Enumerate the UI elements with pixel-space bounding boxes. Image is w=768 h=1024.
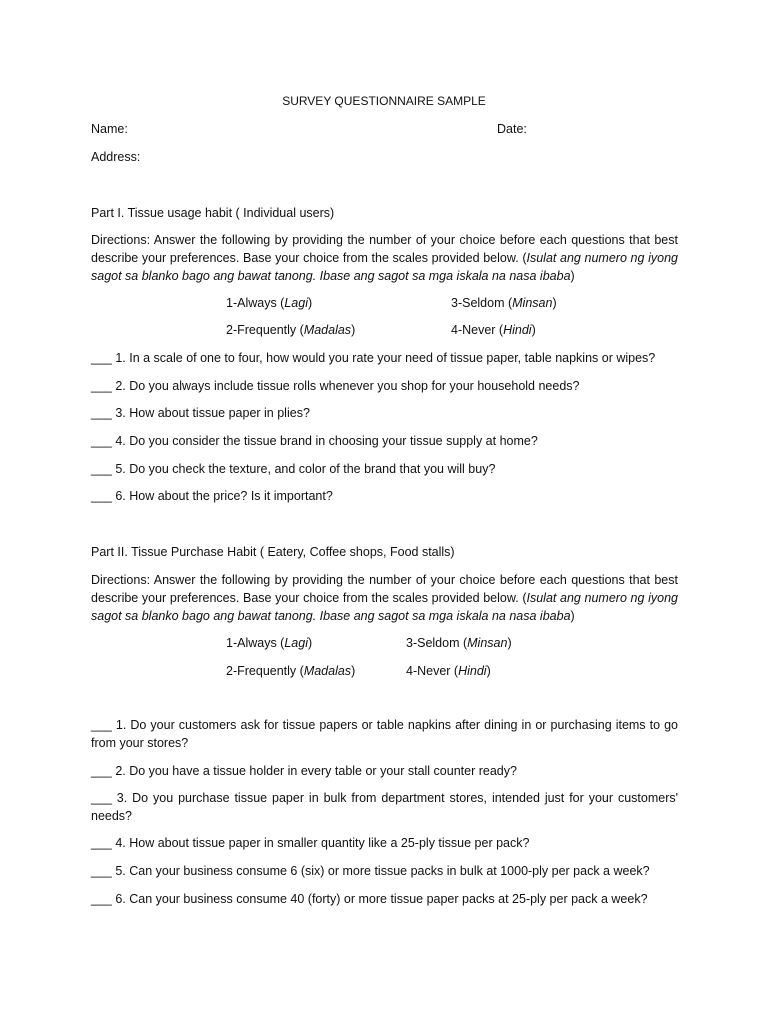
part2-directions-close: )	[570, 609, 575, 623]
scale-translation: Minsan	[512, 296, 553, 310]
part2-question-1: ___ 1. Do your customers ask for tissue papers or table napkins after dining in or purchasing items to go from your stores?	[91, 718, 678, 750]
part2-scale-never	[406, 662, 491, 680]
address-label: Address:	[91, 150, 141, 164]
part1-question-6: ___ 6. How about the price? Is it important?	[91, 489, 333, 503]
part1-question-2: ___ 2. Do you always include tissue rolls whenever you shop for your household needs?	[91, 379, 580, 393]
scale-close: )	[307, 636, 313, 650]
scale-translation: Lagi	[284, 296, 308, 310]
part2-directions-text: Answer the following by providing the number of your choice before each questions that best describe your preferences. Base your choice from the scales provided below. (	[91, 573, 678, 605]
scale-label: 2-Frequently (	[226, 323, 304, 337]
part2-scale-seldom	[406, 634, 512, 652]
part2-heading: Part II. Tissue Purchase Habit ( Eatery, Coffee shops, Food stalls)	[91, 545, 455, 559]
scale-translation: Minsan	[467, 636, 508, 650]
scale-close: )	[552, 296, 557, 310]
scale-label: 3-Seldom (	[451, 296, 513, 310]
part2-question-4: ___ 4. How about tissue paper in smaller quantity like a 25-ply tissue per pack?	[91, 836, 530, 850]
part1-directions-label: Directions:	[91, 233, 151, 247]
part2-scale-frequently	[226, 662, 355, 680]
scale-close: )	[307, 296, 313, 310]
scale-close: )	[351, 664, 356, 678]
scale-label: 4-Never (	[406, 664, 459, 678]
part2-scale-always	[226, 634, 312, 652]
name-label: Name:	[91, 122, 128, 136]
part1-question-5: ___ 5. Do you check the texture, and color of the brand that you will buy?	[91, 462, 496, 476]
part2-question-5: ___ 5. Can your business consume 6 (six) or more tissue packs in bulk at 1000-ply per pack a week?	[91, 864, 650, 878]
scale-close: )	[486, 664, 491, 678]
part1-question-4: ___ 4. Do you consider the tissue brand in choosing your tissue supply at home?	[91, 434, 538, 448]
part2-question-2: ___ 2. Do you have a tissue holder in every table or your stall counter ready?	[91, 764, 517, 778]
part1-directions-translation: Isulat ang numero ng iyong sagot sa blanko bago ang bawat tanong. Ibase ang sagot sa mga iskala na nasa ibaba	[91, 251, 678, 283]
page-title: SURVEY QUESTIONNAIRE SAMPLE	[282, 94, 486, 108]
scale-label: 1-Always (	[226, 296, 285, 310]
part1-scale-frequently	[226, 321, 355, 339]
scale-translation: Lagi	[284, 636, 308, 650]
scale-label: 4-Never (	[451, 323, 504, 337]
scale-translation: Madalas	[303, 664, 352, 678]
scale-translation: Hindi	[458, 664, 487, 678]
scale-label: 3-Seldom (	[406, 636, 468, 650]
part1-scale-seldom	[451, 294, 557, 312]
part2-question-6: ___ 6. Can your business consume 40 (forty) or more tissue paper packs at 25-ply per pack a week?	[91, 892, 648, 906]
part1-directions	[91, 231, 678, 285]
part1-question-3: ___ 3. How about tissue paper in plies?	[91, 406, 310, 420]
part2-directions-translation: Isulat ang numero ng iyong sagot sa blanko bago ang bawat tanong. Ibase ang sagot sa mga iskala na nasa ibaba	[91, 591, 678, 623]
part1-question-1: ___ 1. In a scale of one to four, how would you rate your need of tissue paper, table napkins or wipes?	[91, 351, 656, 365]
scale-close: )	[351, 323, 356, 337]
scale-label: 2-Frequently (	[226, 664, 304, 678]
part1-scale-never	[451, 321, 536, 339]
part2-directions	[91, 571, 678, 625]
part1-heading: Part I. Tissue usage habit ( Individual users)	[91, 206, 335, 220]
part2-question-3: ___ 3. Do you purchase tissue paper in bulk from department stores, intended just for your customers' needs?	[91, 791, 678, 823]
scale-translation: Madalas	[303, 323, 352, 337]
scale-label: 1-Always (	[226, 636, 285, 650]
scale-close: )	[531, 323, 536, 337]
scale-close: )	[507, 636, 512, 650]
part1-directions-text: Answer the following by providing the number of your choice before each questions that best describe your preferences. Base your choice from the scales provided below. (	[91, 233, 678, 265]
part2-directions-label: Directions:	[91, 573, 151, 587]
part1-directions-close: )	[570, 269, 575, 283]
date-label: Date:	[497, 122, 527, 136]
part1-scale-always	[226, 294, 312, 312]
scale-translation: Hindi	[503, 323, 532, 337]
